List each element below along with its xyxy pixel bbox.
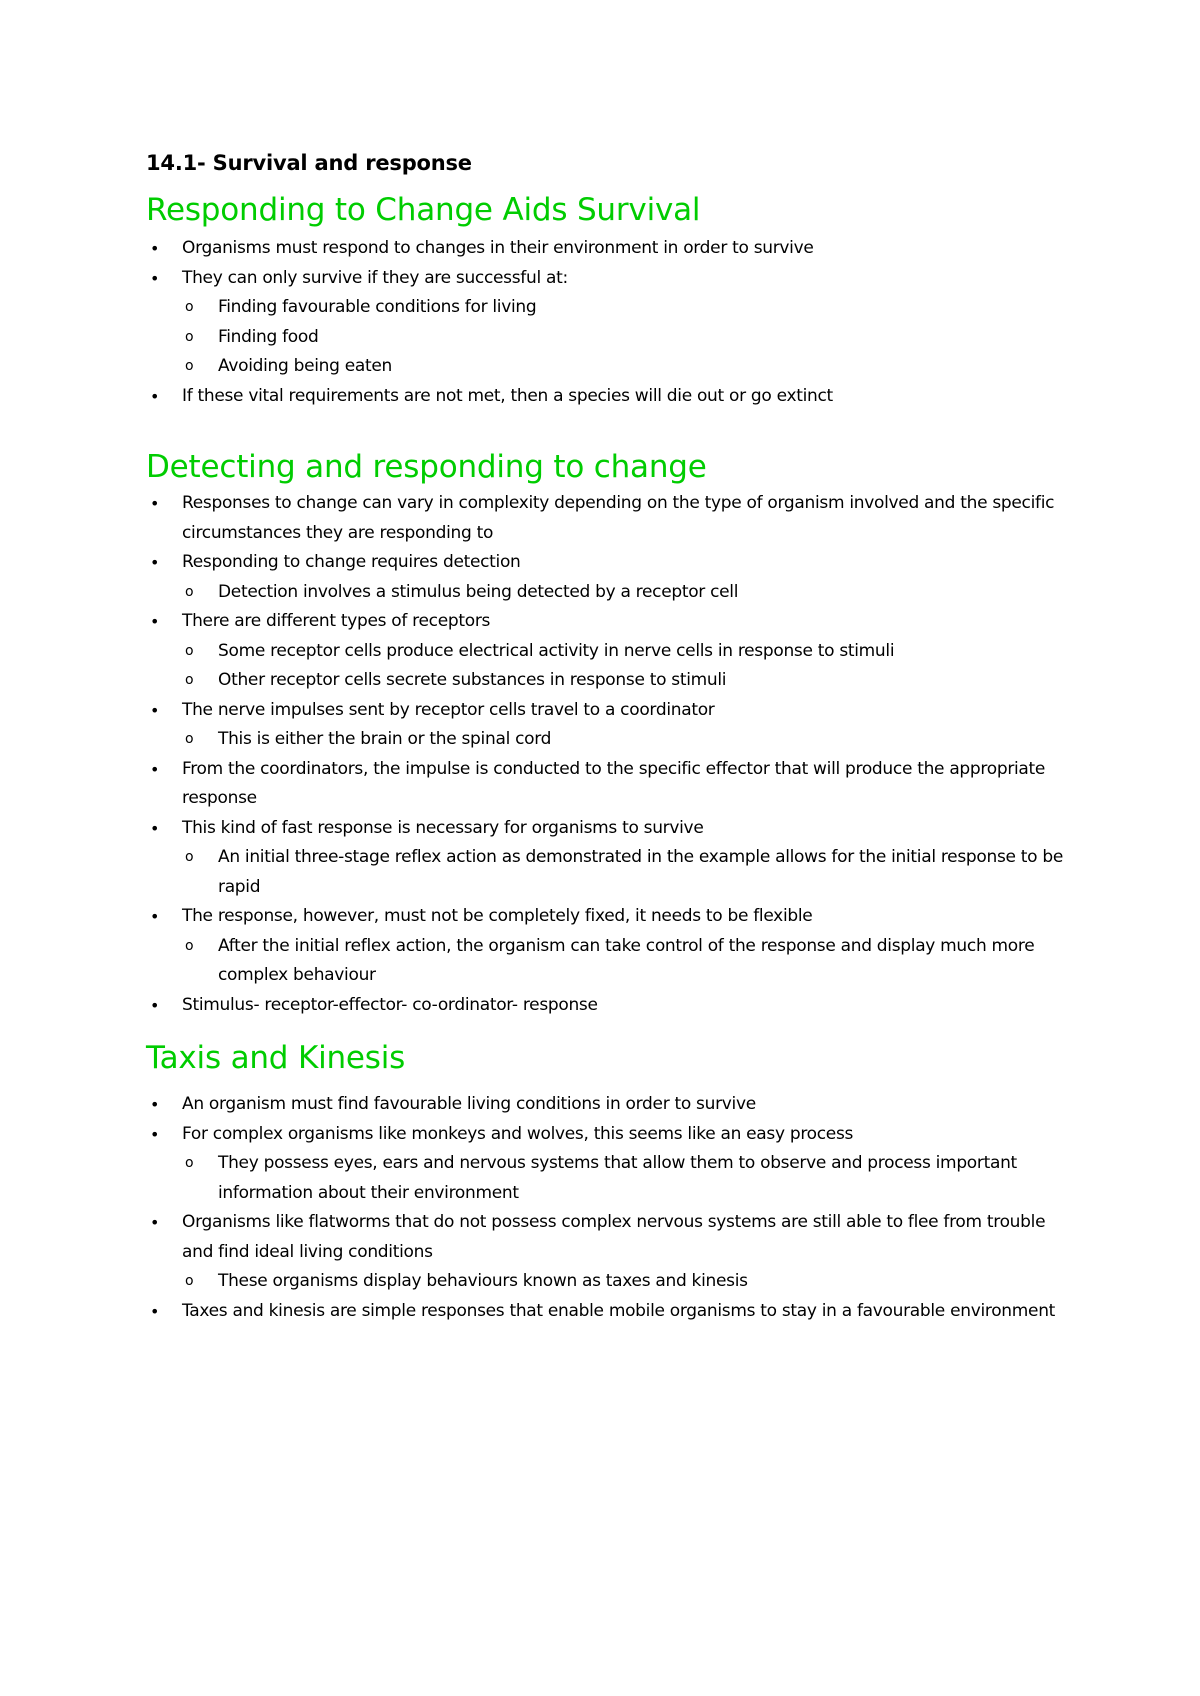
section-heading: Taxis and Kinesis <box>146 1040 406 1076</box>
list-item <box>146 696 1066 755</box>
bullet-icon: • <box>150 386 160 406</box>
sub-bullet-list <box>182 578 1066 608</box>
list-item-text: If these vital requirements are not met, then a species will die out or go extinct <box>182 385 833 406</box>
circle-bullet-icon: o <box>185 672 194 688</box>
circle-bullet-icon: o <box>185 328 194 345</box>
list-item <box>146 548 1066 607</box>
list-item-text: Responding to change requires detection <box>182 552 521 572</box>
sub-list-item <box>182 666 1066 696</box>
list-item <box>146 991 1066 1021</box>
circle-bullet-icon: o <box>185 849 194 865</box>
circle-bullet-icon: o <box>185 583 194 600</box>
sub-list-item <box>182 578 1066 608</box>
sub-list-item-text: An initial three-stage reflex action as demonstrated in the example allows for the initial response to be rapid <box>218 847 1063 897</box>
sub-list-item-text: Finding food <box>218 326 319 347</box>
bullet-icon: • <box>150 1213 160 1232</box>
circle-bullet-icon: o <box>185 642 194 659</box>
list-item-text: Stimulus- receptor-effector- co-ordinator- response <box>182 994 598 1015</box>
circle-bullet-icon: o <box>185 937 194 954</box>
list-item-text: From the coordinators, the impulse is conducted to the specific effector that will produce the appropriate response <box>182 758 1046 808</box>
list-item <box>146 1208 1066 1297</box>
bullet-icon: • <box>150 239 160 258</box>
sub-list-item <box>182 293 1066 323</box>
list-item-text: For complex organisms like monkeys and wolves, this seems like an easy process <box>182 1123 854 1144</box>
list-item-text: Organisms like flatworms that do not possess complex nervous systems are still able to flee from trouble and find ideal living conditions <box>182 1212 1046 1262</box>
circle-bullet-icon: o <box>185 358 194 374</box>
list-item-text: This kind of fast response is necessary for organisms to survive <box>182 817 704 838</box>
sub-bullet-list <box>182 637 1066 696</box>
list-item <box>146 607 1066 696</box>
bullet-icon: • <box>150 1124 160 1144</box>
sub-list-item <box>182 352 1066 382</box>
bullet-icon: • <box>150 612 160 631</box>
sub-list-item-text: Finding favourable conditions for living <box>218 297 537 317</box>
list-item <box>146 902 1066 991</box>
sub-list-item <box>182 323 1066 353</box>
circle-bullet-icon: o <box>185 1155 194 1171</box>
sub-list-item <box>182 725 1066 755</box>
document-content <box>146 148 1066 1326</box>
sub-bullet-list <box>182 1149 1066 1208</box>
sub-list-item-text: They possess eyes, ears and nervous systems that allow them to observe and process important information about their environment <box>218 1153 1017 1203</box>
sections-container <box>146 190 1066 1326</box>
list-item-text: The response, however, must not be completely fixed, it needs to be flexible <box>182 906 813 926</box>
sub-list-item-text: This is either the brain or the spinal cord <box>218 729 552 749</box>
bullet-icon: • <box>150 907 160 926</box>
list-item-text: Responses to change can vary in complexity depending on the type of organism involved and the specific circumstances they are responding to <box>182 493 1055 543</box>
sub-list-item <box>182 932 1066 991</box>
bullet-icon: • <box>150 1095 160 1114</box>
section-heading: Responding to Change Aids Survival <box>146 192 701 228</box>
bullet-icon: • <box>150 553 160 572</box>
sub-list-item-text: Detection involves a stimulus being detected by a receptor cell <box>218 581 739 602</box>
circle-bullet-icon: o <box>185 731 194 747</box>
sub-list-item <box>182 637 1066 667</box>
list-item <box>146 234 1066 264</box>
circle-bullet-icon: o <box>185 1273 194 1289</box>
list-item <box>146 489 1066 548</box>
list-item <box>146 1090 1066 1120</box>
bullet-icon: • <box>150 494 160 513</box>
sub-list-item-text: After the initial reflex action, the organism can take control of the response and display much more complex behaviour <box>218 935 1035 985</box>
list-item <box>146 1120 1066 1209</box>
bullet-icon: • <box>150 1301 160 1321</box>
sub-list-item-text: Avoiding being eaten <box>218 356 393 376</box>
list-item <box>146 264 1066 382</box>
bullet-icon: • <box>150 818 160 838</box>
bullet-icon: • <box>150 268 160 288</box>
circle-bullet-icon: o <box>185 299 194 315</box>
list-item-text: There are different types of receptors <box>182 611 491 631</box>
bullet-icon: • <box>150 700 160 720</box>
document-title: 14.1- Survival and response <box>146 151 472 175</box>
bullet-list <box>146 489 1066 1020</box>
list-item-text: They can only survive if they are successful at: <box>182 267 568 288</box>
sub-list-item-text: Other receptor cells secrete substances in response to stimuli <box>218 670 727 690</box>
list-item <box>146 755 1066 814</box>
sub-bullet-list <box>182 293 1066 382</box>
list-item-text: Organisms must respond to changes in their environment in order to survive <box>182 238 814 258</box>
sub-list-item <box>182 1149 1066 1208</box>
section-heading: Detecting and responding to change <box>146 449 707 485</box>
bullet-list <box>146 1090 1066 1326</box>
list-item-text: An organism must find favourable living conditions in order to survive <box>182 1094 756 1114</box>
list-item <box>146 1297 1066 1327</box>
sub-list-item <box>182 843 1066 902</box>
list-item-text: The nerve impulses sent by receptor cells travel to a coordinator <box>182 699 715 720</box>
sub-bullet-list <box>182 1267 1066 1297</box>
sub-list-item <box>182 1267 1066 1297</box>
bullet-icon: • <box>150 759 160 779</box>
sub-list-item-text: These organisms display behaviours known as taxes and kinesis <box>218 1271 748 1291</box>
sub-bullet-list <box>182 932 1066 991</box>
sub-bullet-list <box>182 843 1066 902</box>
sub-bullet-list <box>182 725 1066 755</box>
list-item <box>146 814 1066 903</box>
bullet-icon: • <box>150 995 160 1015</box>
list-item-text: Taxes and kinesis are simple responses that enable mobile organisms to stay in a favourable environment <box>182 1300 1056 1321</box>
sub-list-item-text: Some receptor cells produce electrical activity in nerve cells in response to stimuli <box>218 640 895 661</box>
bullet-list <box>146 234 1066 411</box>
list-item <box>146 382 1066 412</box>
